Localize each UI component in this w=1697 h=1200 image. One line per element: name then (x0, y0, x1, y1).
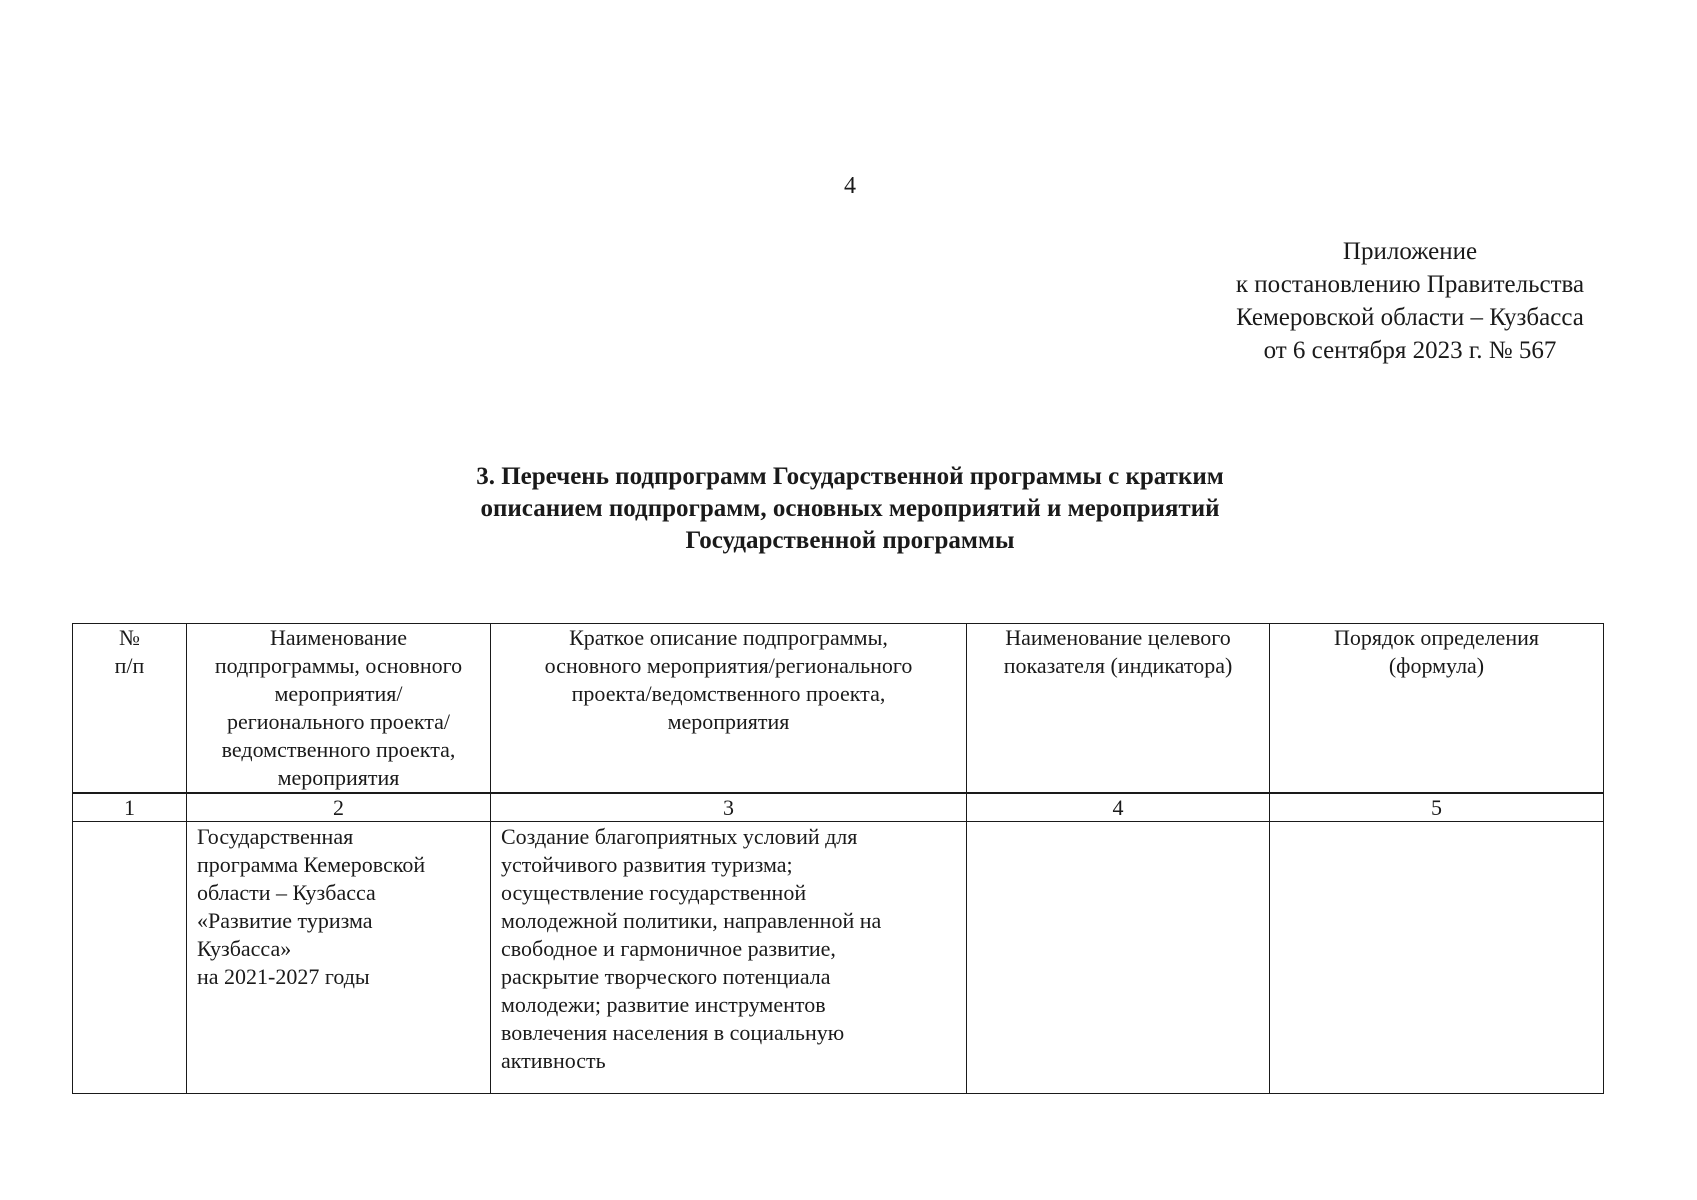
section-title-line: 3. Перечень подпрограмм Государственной программы с кратким (476, 463, 1224, 490)
cell-line: активность (501, 1048, 606, 1073)
cell-description (491, 822, 967, 1094)
appendix-line: от 6 сентября 2023 г. № 567 (1263, 337, 1557, 364)
section-title-line: Государственной программы (685, 527, 1015, 554)
header-col-indicator (967, 624, 1270, 794)
column-number: 1 (73, 793, 187, 822)
cell-name (187, 822, 491, 1094)
cell-line: молодежной политики, направленной на (501, 908, 882, 933)
header-line: Порядок определения (1333, 625, 1539, 650)
column-number: 4 (967, 793, 1270, 822)
appendix-line: Кемеровской области – Кузбасса (1236, 304, 1584, 331)
cell-line: на 2021-2027 годы (197, 964, 370, 989)
cell-indicator (967, 822, 1270, 1094)
header-line: проекта/ведомственного проекта, (571, 681, 886, 706)
column-number: 5 (1270, 793, 1604, 822)
cell-number (73, 822, 187, 1094)
header-col-description (491, 624, 967, 794)
appendix-line: к постановлению Правительства (1235, 271, 1585, 298)
header-line: основного мероприятия/регионального (544, 653, 913, 678)
header-line: п/п (114, 653, 145, 678)
header-line: № (119, 625, 140, 650)
table-row (73, 822, 1604, 1094)
header-col-name (187, 624, 491, 794)
cell-line: Кузбасса» (197, 936, 292, 961)
header-line: мероприятия (667, 709, 790, 734)
cell-line: молодежи; развитие инструментов (501, 992, 826, 1017)
header-line: Наименование целевого (1005, 625, 1231, 650)
header-line: регионального проекта/ (226, 709, 451, 734)
cell-line: области – Кузбасса (197, 880, 376, 905)
cell-line: «Развитие туризма (197, 908, 373, 933)
header-col-number (73, 624, 187, 794)
cell-line: осуществление государственной (501, 880, 807, 905)
header-line: мероприятия (277, 765, 400, 790)
header-line: Краткое описание подпрограммы, (569, 625, 888, 650)
cell-line: Создание благоприятных условий для (501, 824, 858, 849)
cell-line: Государственная (197, 824, 354, 849)
header-col-formula (1270, 624, 1604, 794)
cell-line: программа Кемеровской (197, 852, 426, 877)
column-number-row (73, 793, 1604, 822)
cell-line: устойчивого развития туризма; (501, 852, 793, 877)
subprograms-table (72, 623, 1604, 1094)
appendix-block (1180, 235, 1640, 367)
cell-line: раскрытие творческого потенциала (501, 964, 831, 989)
section-title-line: описанием подпрограмм, основных мероприятий и мероприятий (480, 495, 1220, 522)
column-number: 3 (491, 793, 967, 822)
cell-line: свободное и гармоничное развитие, (501, 936, 836, 961)
header-line: (формула) (1388, 653, 1485, 678)
column-number: 2 (187, 793, 491, 822)
header-line: Наименование (269, 625, 408, 650)
header-line: показателя (индикатора) (1003, 653, 1233, 678)
appendix-line: Приложение (1342, 238, 1478, 265)
cell-line: вовлечения населения в социальную (501, 1020, 845, 1045)
header-line: подпрограммы, основного (214, 653, 463, 678)
table-header-row (73, 624, 1604, 794)
cell-formula (1270, 822, 1604, 1094)
header-line: мероприятия/ (274, 681, 403, 706)
section-title (300, 461, 1400, 557)
header-line: ведомственного проекта, (221, 737, 456, 762)
page-number: 4 (844, 173, 856, 199)
